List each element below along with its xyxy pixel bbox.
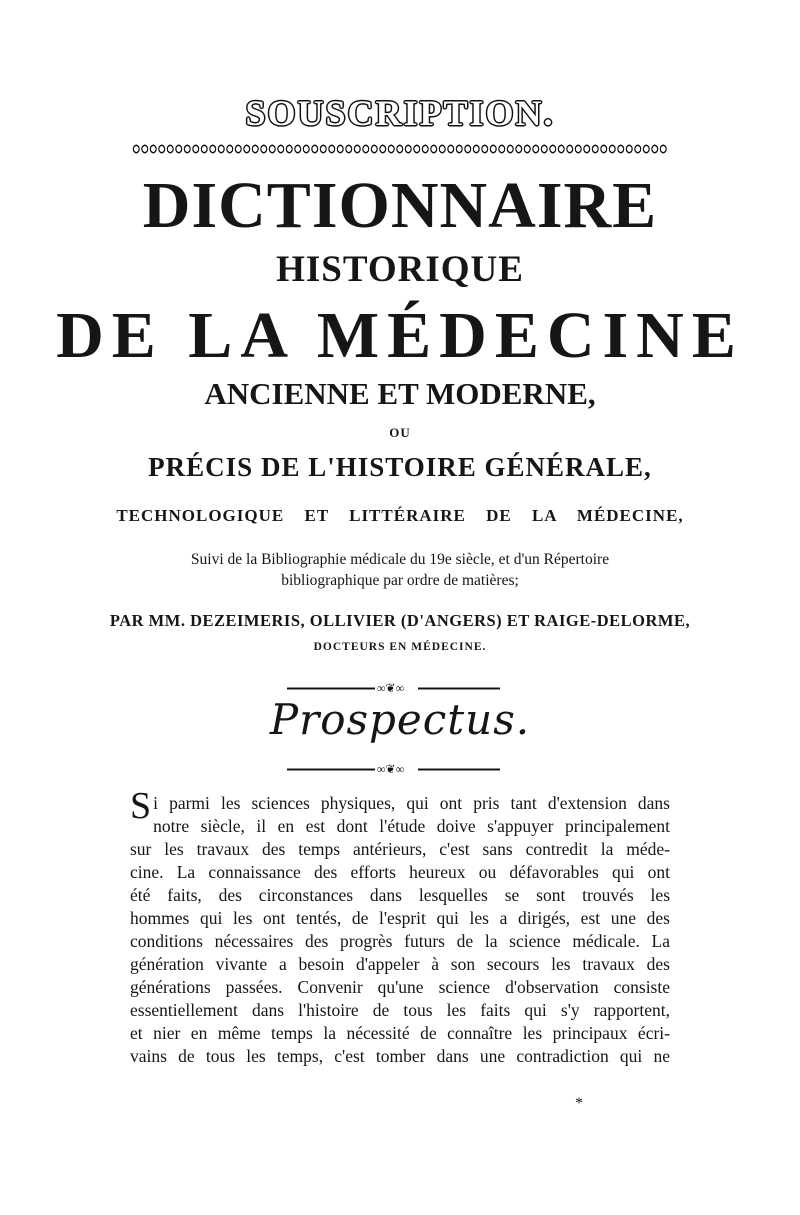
- body-line-8: génération vivante a besoin d'appeler à son secours les travaux des: [130, 954, 670, 974]
- ornament-rule-left-lower: [287, 768, 375, 771]
- ornament-knot-icon: ∞❦∞: [377, 681, 405, 695]
- body-line-2: notre siècle, il en est dont l'étude doive s'appuyer principalement: [153, 816, 670, 836]
- body-line-11: et nier en même temps la nécessité de connaître les principaux écri-: [130, 1023, 670, 1043]
- title-dictionnaire: DICTIONNAIRE: [142, 169, 658, 242]
- authors-title: DOCTEURS EN MÉDECINE.: [313, 641, 487, 653]
- title-technologique: TECHNOLOGIQUE ET LITTÉRAIRE DE LA MÉDECINE,: [116, 506, 684, 525]
- title-ou: OU: [389, 425, 411, 440]
- prospectus-body: [130, 785, 670, 1068]
- title-precis: PRÉCIS DE L'HISTOIRE GÉNÉRALE,: [148, 452, 652, 482]
- body-line-4: cine. La connaissance des efforts heureux ou défavorables qui ont: [130, 862, 670, 882]
- ornament-knot-icon-lower: ∞❦∞: [377, 762, 405, 776]
- souscription-heading: SOUSCRIPTION.: [245, 93, 555, 133]
- footnote-star: *: [575, 1095, 583, 1112]
- body-line-3: sur les travaux des temps antérieurs, c'est sans contredit la méde-: [130, 839, 670, 859]
- title-ancienne-moderne: ANCIENNE ET MODERNE,: [204, 376, 596, 411]
- subtitle-suivi: [0, 549, 800, 591]
- ornament-rule-right: [418, 687, 500, 690]
- prospectus-heading: Prospectus.: [269, 695, 531, 744]
- chain-ornament-rule: [132, 142, 668, 156]
- body-line-10: essentiellement dans l'histoire de tous les faits qui s'y rapportent,: [130, 1000, 670, 1020]
- body-line-7: conditions nécessaires des progrès futurs de la science médicale. La: [130, 931, 670, 951]
- authors-line: PAR MM. DEZEIMERIS, OLLIVIER (D'ANGERS) ET RAIGE-DELORME,: [109, 611, 691, 630]
- subtitle-line-2: bibliographique par ordre de matières;: [281, 572, 519, 589]
- body-line-9: générations passées. Convenir qu'une science d'observation consiste: [130, 977, 670, 997]
- ornament-rule-left: [287, 687, 375, 690]
- subtitle-line-1: Suivi de la Bibliographie médicale du 19e siècle, et d'un Répertoire: [190, 551, 610, 568]
- title-de-la-medecine: DE LA MÉDECINE: [56, 299, 744, 372]
- ornament-rule-right-lower: [418, 768, 500, 771]
- body-line-5: été faits, des circonstances dans lesquelles se sont trouvés les: [130, 885, 670, 905]
- title-historique: HISTORIQUE: [276, 249, 524, 290]
- drop-cap: S: [130, 785, 152, 827]
- body-line-1: i parmi les sciences physiques, qui ont pris tant d'extension dans: [153, 793, 670, 813]
- body-line-6: hommes qui les ont tentés, de l'esprit qui les a dirigés, est une des: [130, 908, 670, 928]
- body-line-12: vains de tous les temps, c'est tomber dans une contradiction qui ne: [130, 1046, 670, 1066]
